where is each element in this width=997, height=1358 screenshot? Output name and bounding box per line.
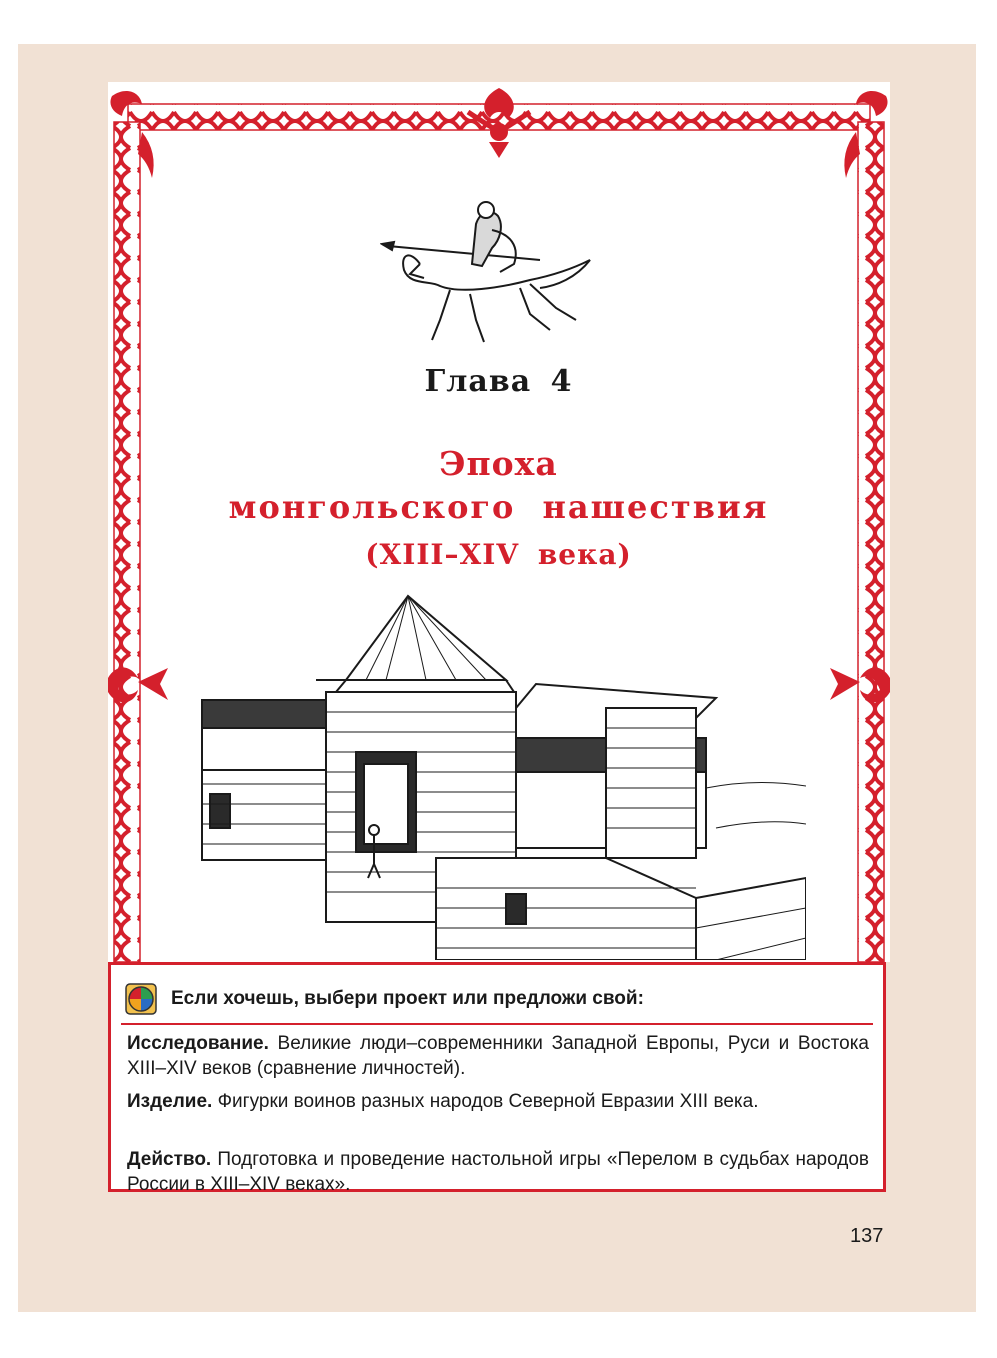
entry-text: Фигурки воинов разных народов Северной Евразии XIII века. xyxy=(212,1091,759,1112)
entry-text: Великие люди–современники Западной Европы, Руси и Востока XIII–XIV веков (сравнение личностей). xyxy=(127,1033,869,1079)
page-number: 137 xyxy=(850,1225,884,1247)
project-entry-research xyxy=(127,1031,869,1081)
project-circle-icon xyxy=(125,983,157,1015)
entry-label: Исследование. xyxy=(127,1033,269,1054)
chapter-title-line-1: Эпоха xyxy=(439,444,558,483)
entry-label: Действо. xyxy=(127,1149,212,1170)
wooden-fortress-drawing xyxy=(196,588,806,960)
chapter-title-line-2: монгольского нашествия xyxy=(228,488,769,526)
project-entry-product xyxy=(127,1089,869,1114)
project-box xyxy=(108,962,886,1195)
project-divider xyxy=(121,1023,873,1025)
chapter-heading: Глава 4 xyxy=(424,364,573,399)
project-entry-performance xyxy=(127,1147,869,1197)
mongol-horseman-drawing xyxy=(380,190,600,350)
chapter-title-line-3: (XIII–XIV века) xyxy=(365,538,632,571)
project-heading: Если хочешь, выбери проект или предложи свой: xyxy=(171,988,644,1009)
project-heading-row xyxy=(125,983,644,1015)
entry-text: Подготовка и проведение настольной игры «Перелом в судьбах народов России в XIII–XIV веках». xyxy=(127,1149,869,1195)
entry-label: Изделие. xyxy=(127,1091,213,1112)
